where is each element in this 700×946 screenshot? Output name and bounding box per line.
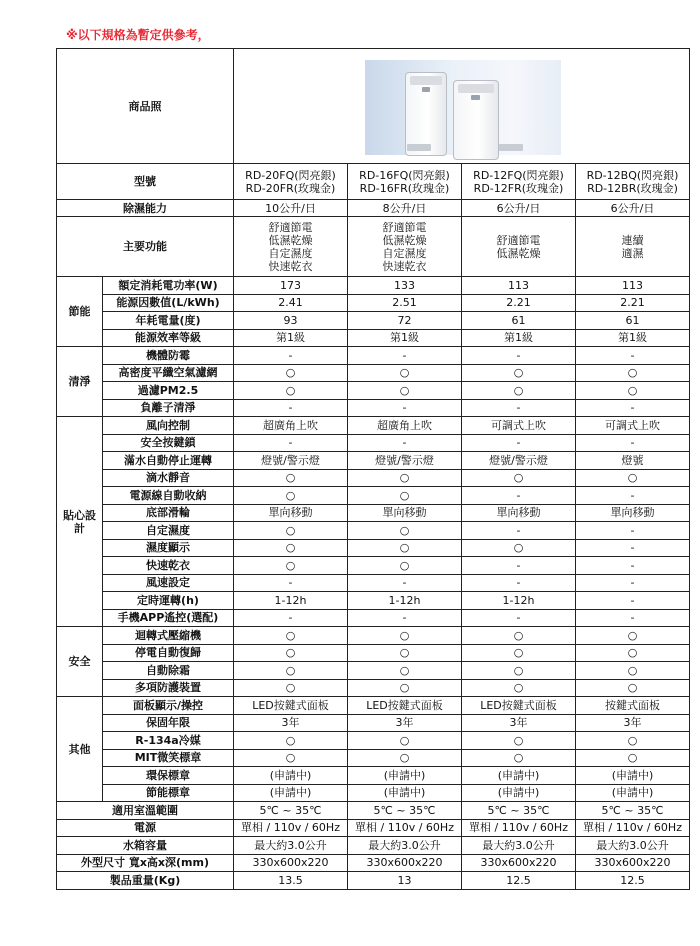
spec-value: ○	[234, 539, 348, 557]
spec-value: 93	[234, 312, 348, 330]
spec-value: 燈號	[576, 452, 690, 470]
spec-value: ○	[576, 364, 690, 382]
capacity-value: 6公升/日	[462, 200, 576, 217]
spec-value: ○	[348, 679, 462, 697]
spec-value: ○	[234, 364, 348, 382]
spec-value: ○	[348, 469, 462, 487]
model-cell-col-2	[348, 164, 462, 200]
spec-row-label: 機體防霉	[103, 347, 234, 365]
spec-value: (申請中)	[462, 784, 576, 802]
spec-value: ○	[234, 679, 348, 697]
spec-value: 最大約3.0公升	[348, 837, 462, 855]
spec-row-label: R-134a冷媒	[103, 732, 234, 750]
spec-value: ○	[234, 749, 348, 767]
spec-value: -	[576, 539, 690, 557]
spec-value: ○	[576, 679, 690, 697]
capacity-value: 8公升/日	[348, 200, 462, 217]
function-item: 低濕乾燥	[382, 233, 427, 247]
spec-value: 單相 / 110v / 60Hz	[234, 819, 348, 837]
spec-value: -	[576, 434, 690, 452]
spec-value: LED按鍵式面板	[462, 697, 576, 715]
spec-value: ○	[462, 749, 576, 767]
spec-value: 最大約3.0公升	[462, 837, 576, 855]
function-item: 舒適節電	[268, 220, 313, 234]
spec-value: ○	[462, 732, 576, 750]
spec-value: ○	[348, 749, 462, 767]
spec-value: -	[462, 574, 576, 592]
spec-value: ○	[348, 539, 462, 557]
spec-row-label: 自定濕度	[103, 522, 234, 540]
spec-row-label: 快速乾衣	[103, 557, 234, 575]
spec-value: ○	[234, 732, 348, 750]
spec-value: ○	[234, 487, 348, 505]
spec-value: 113	[462, 277, 576, 295]
spec-row-label: 風向控制	[103, 417, 234, 435]
functions-label: 主要功能	[57, 217, 234, 277]
spec-value: ○	[576, 469, 690, 487]
spec-value: 燈號/警示燈	[462, 452, 576, 470]
spec-value: 單向移動	[462, 504, 576, 522]
spec-value: 最大約3.0公升	[576, 837, 690, 855]
spec-row-label: 能源因數值(L/kWh)	[103, 294, 234, 312]
spec-value: -	[576, 609, 690, 627]
spec-value: ○	[348, 364, 462, 382]
spec-value: -	[234, 347, 348, 365]
spec-value: -	[462, 557, 576, 575]
model-cell-col-4	[576, 164, 690, 200]
functions-cell-col-2	[348, 217, 462, 277]
category-label: 節能	[57, 277, 103, 347]
spec-value: (申請中)	[234, 784, 348, 802]
spec-row-label: 安全按鍵鎖	[103, 434, 234, 452]
spec-value: -	[576, 399, 690, 417]
spec-value: 5℃ ~ 35℃	[462, 802, 576, 820]
spec-value: 燈號/警示燈	[348, 452, 462, 470]
spec-value: -	[234, 399, 348, 417]
function-item: 連續	[621, 233, 644, 247]
spec-value: 3年	[576, 714, 690, 732]
spec-value: 可調式上吹	[576, 417, 690, 435]
spec-value: -	[348, 434, 462, 452]
model-name: RD-12BQ(閃亮銀)	[586, 168, 679, 182]
spec-value: ○	[234, 469, 348, 487]
spec-value: ○	[348, 627, 462, 645]
spec-value: 超廣角上吹	[348, 417, 462, 435]
spec-value: ○	[348, 522, 462, 540]
spec-value: ○	[348, 382, 462, 400]
model-name: RD-20FQ(閃亮銀)	[245, 168, 336, 182]
spec-value: -	[576, 347, 690, 365]
spec-row-label: 適用室溫範圍	[57, 802, 234, 820]
spec-value: ○	[234, 522, 348, 540]
spec-value: ○	[576, 749, 690, 767]
spec-row-label: 環保標章	[103, 767, 234, 785]
spec-row-label: 滿水自動停止運轉	[103, 452, 234, 470]
spec-value: ○	[462, 469, 576, 487]
spec-value: 3年	[348, 714, 462, 732]
spec-value: 61	[462, 312, 576, 330]
spec-value: 2.41	[234, 294, 348, 312]
spec-row-label: 電源	[57, 819, 234, 837]
spec-value: -	[348, 574, 462, 592]
spec-value: ○	[462, 539, 576, 557]
spec-value: 5℃ ~ 35℃	[576, 802, 690, 820]
spec-value: ○	[576, 382, 690, 400]
spec-value: -	[462, 434, 576, 452]
function-item: 自定濕度	[268, 246, 313, 260]
spec-row-label: 手機APP遙控(選配)	[103, 609, 234, 627]
spec-value: 第1級	[462, 329, 576, 347]
spec-value: -	[348, 399, 462, 417]
function-item: 低濕乾燥	[496, 246, 541, 260]
spec-row-label: 高密度平纖空氣濾網	[103, 364, 234, 382]
spec-value: ○	[234, 644, 348, 662]
spec-value: ○	[462, 627, 576, 645]
spec-row-label: 過濾PM2.5	[103, 382, 234, 400]
spec-value: -	[234, 609, 348, 627]
spec-value: 330x600x220	[234, 854, 348, 872]
function-item: 自定濕度	[382, 246, 427, 260]
spec-value: 超廣角上吹	[234, 417, 348, 435]
spec-table	[56, 48, 690, 890]
spec-value: 13	[348, 872, 462, 890]
spec-value: ○	[348, 644, 462, 662]
function-item: 適濕	[621, 246, 644, 260]
spec-value: -	[576, 487, 690, 505]
photo-label: 商品照	[57, 49, 234, 164]
model-name: RD-20FR(玫瑰金)	[245, 181, 336, 195]
spec-row-label: 自動除霜	[103, 662, 234, 680]
spec-value: 12.5	[462, 872, 576, 890]
spec-value: ○	[348, 487, 462, 505]
spec-value: ○	[348, 732, 462, 750]
spec-row-label: 能源效率等級	[103, 329, 234, 347]
functions-cell-col-3	[462, 217, 576, 277]
spec-value: 第1級	[348, 329, 462, 347]
model-name: RD-12FR(玫瑰金)	[473, 181, 564, 195]
model-cell-col-3	[462, 164, 576, 200]
spec-value: ○	[462, 644, 576, 662]
spec-value: -	[576, 592, 690, 610]
spec-value: 1-12h	[234, 592, 348, 610]
model-name: RD-12FQ(閃亮銀)	[473, 168, 564, 182]
spec-row-label: 水箱容量	[57, 837, 234, 855]
spec-value: ○	[576, 627, 690, 645]
function-item: 舒適節電	[382, 220, 427, 234]
spec-value: 13.5	[234, 872, 348, 890]
function-item: 快速乾衣	[268, 259, 313, 273]
spec-value: LED按鍵式面板	[348, 697, 462, 715]
spec-value: -	[576, 522, 690, 540]
spec-value: ○	[462, 679, 576, 697]
category-label: 貼心設計	[57, 417, 103, 627]
spec-row-label: 定時運轉(h)	[103, 592, 234, 610]
model-cell-col-1	[234, 164, 348, 200]
product-photo	[234, 49, 690, 164]
spec-value: -	[348, 609, 462, 627]
spec-value: 燈號/警示燈	[234, 452, 348, 470]
spec-row-label: 多項防護裝置	[103, 679, 234, 697]
spec-value: (申請中)	[234, 767, 348, 785]
spec-value: -	[576, 557, 690, 575]
spec-row-label: 額定消耗電功率(W)	[103, 277, 234, 295]
function-item: 舒適節電	[496, 233, 541, 247]
spec-value: 12.5	[576, 872, 690, 890]
spec-value: 330x600x220	[462, 854, 576, 872]
spec-value: ○	[234, 557, 348, 575]
spec-value: 3年	[462, 714, 576, 732]
spec-row-label: 濕度顯示	[103, 539, 234, 557]
category-label: 安全	[57, 627, 103, 697]
spec-value: 5℃ ~ 35℃	[348, 802, 462, 820]
capacity-value: 6公升/日	[576, 200, 690, 217]
spec-row-label: 底部滑輪	[103, 504, 234, 522]
spec-value: ○	[462, 382, 576, 400]
spec-value: ○	[462, 364, 576, 382]
spec-row-label: 面板顯示/操控	[103, 697, 234, 715]
spec-row-label: 節能標章	[103, 784, 234, 802]
spec-value: 330x600x220	[348, 854, 462, 872]
spec-row-label: 年耗電量(度)	[103, 312, 234, 330]
spec-value: 可調式上吹	[462, 417, 576, 435]
spec-value: -	[576, 574, 690, 592]
spec-value: -	[234, 434, 348, 452]
spec-value: 第1級	[234, 329, 348, 347]
spec-value: -	[462, 347, 576, 365]
spec-value: LED按鍵式面板	[234, 697, 348, 715]
spec-value: (申請中)	[576, 767, 690, 785]
spec-value: 第1級	[576, 329, 690, 347]
model-name: RD-16FQ(閃亮銀)	[359, 168, 450, 182]
spec-value: ○	[234, 382, 348, 400]
spec-value: -	[462, 487, 576, 505]
spec-row-label: 停電自動復歸	[103, 644, 234, 662]
functions-cell-col-4	[576, 217, 690, 277]
spec-value: 單向移動	[234, 504, 348, 522]
spec-value: 1-12h	[348, 592, 462, 610]
spec-value: 2.51	[348, 294, 462, 312]
spec-value: 單相 / 110v / 60Hz	[348, 819, 462, 837]
spec-notice: ※以下規格為暫定供參考，	[66, 28, 210, 42]
model-label: 型號	[57, 164, 234, 200]
dehumidifier-photo	[349, 52, 575, 160]
category-label: 清淨	[57, 347, 103, 417]
spec-value: 最大約3.0公升	[234, 837, 348, 855]
spec-row-label: 製品重量(Kg)	[57, 872, 234, 890]
spec-value: 72	[348, 312, 462, 330]
spec-row-label: 滴水靜音	[103, 469, 234, 487]
spec-value: ○	[234, 627, 348, 645]
spec-value: 3年	[234, 714, 348, 732]
spec-value: (申請中)	[462, 767, 576, 785]
spec-value: ○	[462, 662, 576, 680]
spec-value: ○	[576, 644, 690, 662]
spec-value: 單相 / 110v / 60Hz	[576, 819, 690, 837]
spec-value: -	[462, 522, 576, 540]
model-name: RD-16FR(玫瑰金)	[359, 181, 450, 195]
function-item: 低濕乾燥	[268, 233, 313, 247]
spec-value: 按鍵式面板	[576, 697, 690, 715]
spec-value: 單向移動	[348, 504, 462, 522]
spec-value: -	[234, 574, 348, 592]
capacity-value: 10公升/日	[234, 200, 348, 217]
spec-row-label: 迴轉式壓縮機	[103, 627, 234, 645]
spec-value: ○	[348, 557, 462, 575]
spec-row-label: 外型尺寸 寬x高x深(mm)	[57, 854, 234, 872]
capacity-label: 除濕能力	[57, 200, 234, 217]
spec-value: 61	[576, 312, 690, 330]
spec-value: (申請中)	[576, 784, 690, 802]
spec-value: (申請中)	[348, 784, 462, 802]
spec-value: -	[462, 399, 576, 417]
spec-value: ○	[234, 662, 348, 680]
spec-value: ○	[576, 662, 690, 680]
spec-value: 1-12h	[462, 592, 576, 610]
spec-value: (申請中)	[348, 767, 462, 785]
spec-row-label: MIT微笑標章	[103, 749, 234, 767]
spec-value: 5℃ ~ 35℃	[234, 802, 348, 820]
spec-value: 330x600x220	[576, 854, 690, 872]
spec-row-label: 風速設定	[103, 574, 234, 592]
spec-value: 173	[234, 277, 348, 295]
function-item: 快速乾衣	[382, 259, 427, 273]
spec-value: 單相 / 110v / 60Hz	[462, 819, 576, 837]
spec-value: ○	[576, 732, 690, 750]
spec-value: 113	[576, 277, 690, 295]
spec-row-label: 保固年限	[103, 714, 234, 732]
spec-row-label: 負離子清淨	[103, 399, 234, 417]
spec-value: -	[462, 609, 576, 627]
spec-value: ○	[348, 662, 462, 680]
spec-value: 133	[348, 277, 462, 295]
spec-value: 單向移動	[576, 504, 690, 522]
model-name: RD-12BR(玫瑰金)	[587, 181, 678, 195]
spec-value: 2.21	[576, 294, 690, 312]
functions-cell-col-1	[234, 217, 348, 277]
spec-row-label: 電源線自動收納	[103, 487, 234, 505]
spec-value: -	[348, 347, 462, 365]
spec-value: 2.21	[462, 294, 576, 312]
category-label: 其他	[57, 697, 103, 802]
